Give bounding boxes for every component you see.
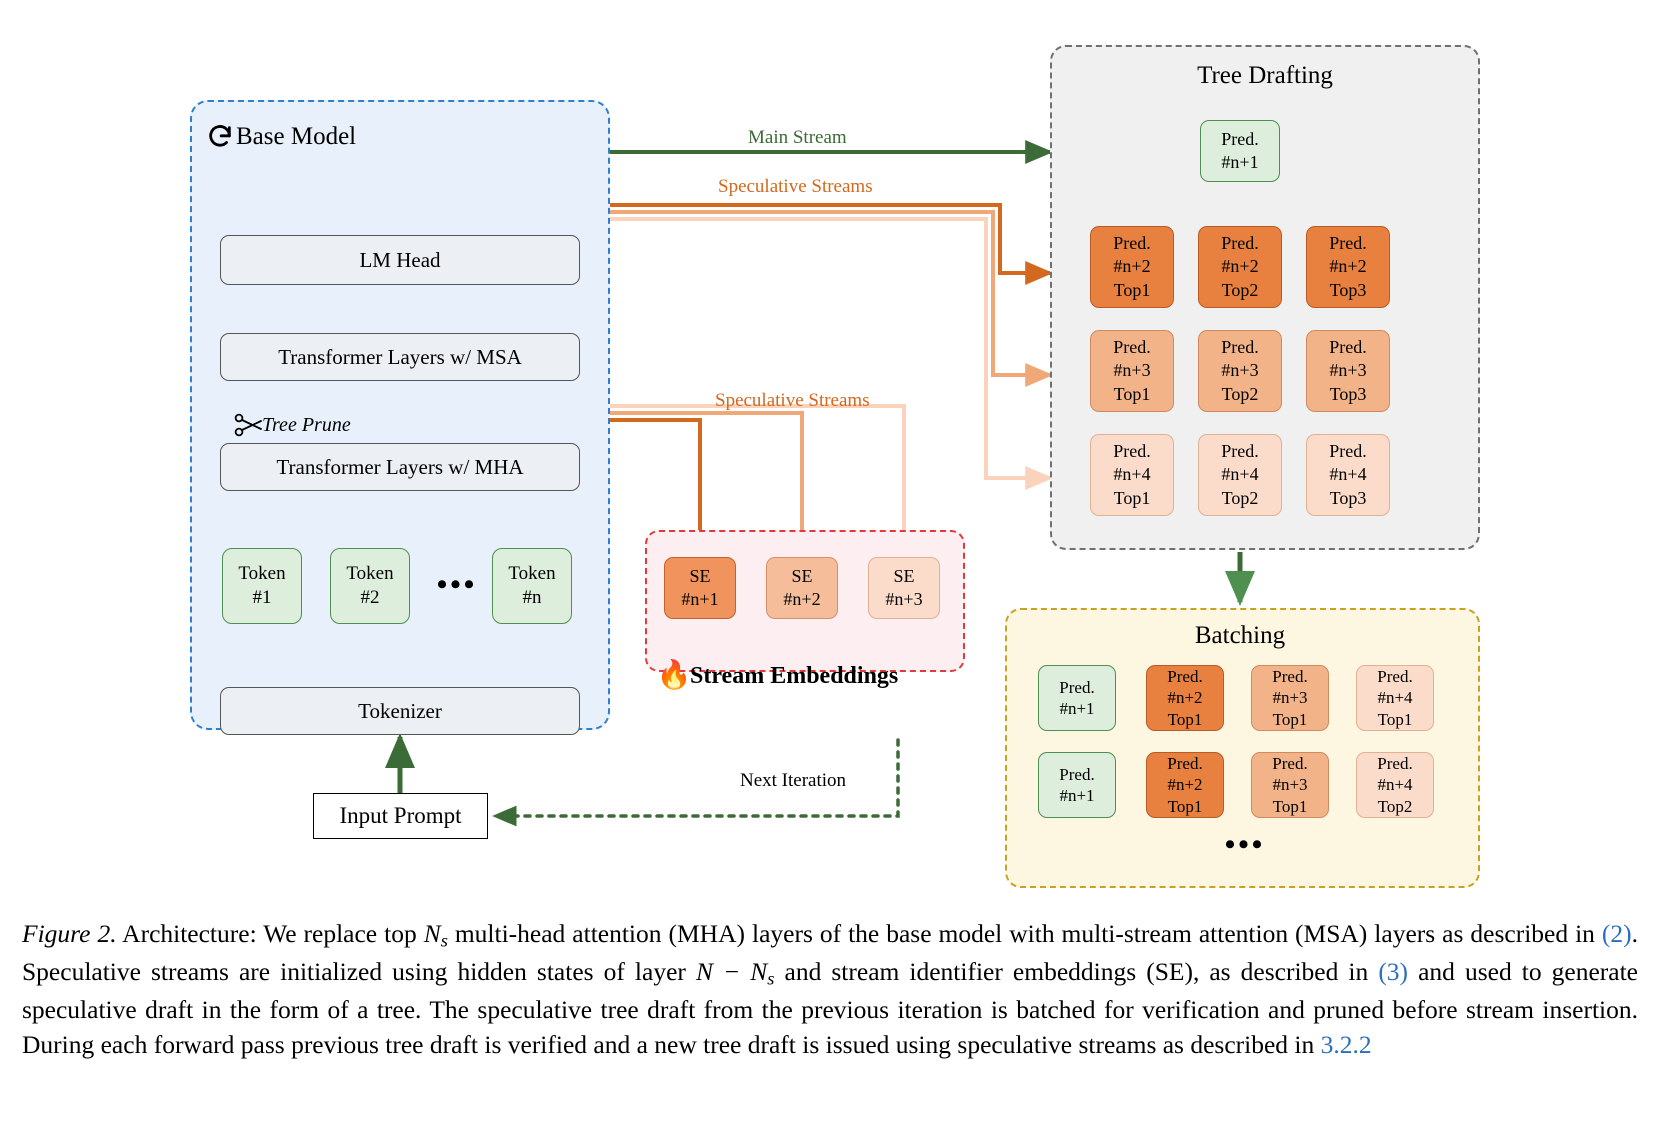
- batch-line2: #n+4: [1377, 775, 1413, 795]
- pred-line2: #n+3: [1113, 360, 1151, 381]
- caption-ref-2[interactable]: (2): [1601, 919, 1632, 948]
- pred-line2: #n+4: [1329, 464, 1367, 485]
- token-label-line2: #1: [252, 587, 272, 608]
- tree-node-r1c3: [1306, 226, 1390, 308]
- batch-line3: Top1: [1272, 709, 1308, 729]
- batch-line1: Pred.: [1167, 666, 1203, 686]
- token-block-n: [492, 548, 572, 624]
- pred-line3: Top3: [1329, 487, 1367, 508]
- caption-ref-section[interactable]: 3.2.2: [1320, 1030, 1372, 1059]
- pred-line2: #n+3: [1221, 360, 1259, 381]
- input-prompt-block[interactable]: Input Prompt: [313, 793, 488, 839]
- tree-node-r2c3: [1306, 330, 1390, 412]
- token-label-line1: Token: [238, 562, 286, 584]
- tree-node-r2c2: [1198, 330, 1282, 412]
- batch-line1: Pred.: [1059, 677, 1095, 697]
- pred-line3: Top3: [1329, 279, 1367, 300]
- caption-text-5: and used to generate speculative draft in the form of a tree. The speculative tree draft from the previous iteration is batched for verification and pruned before stream insertion. During each forward pass previous tree draft is verified and a new tree draft is issued using speculative streams as described in: [22, 956, 1639, 1059]
- pred-line1: Pred.: [1329, 337, 1367, 358]
- batch-line1: Pred.: [1059, 764, 1095, 784]
- batch-cell-r1c3: [1251, 665, 1329, 731]
- batch-cell-r2c2: [1146, 752, 1224, 818]
- base-model-title: Base Model: [236, 123, 357, 150]
- caption-text-2: multi-head attention (MHA) layers of the base model with multi-stream attention (MSA) layers as described in: [447, 919, 1602, 948]
- main-stream-label: Main Stream: [748, 127, 847, 148]
- token-label-line1: Token: [346, 562, 394, 584]
- batch-line1: Pred.: [1377, 666, 1413, 686]
- transformer-mha-block[interactable]: Transformer Layers w/ MHA: [220, 443, 580, 491]
- token-label-line2: #n: [522, 587, 542, 608]
- stream-embeddings-label: Stream Embeddings: [690, 662, 899, 689]
- lm-head-block[interactable]: LM Head: [220, 235, 580, 285]
- pred-line2: #n+1: [1221, 152, 1259, 172]
- pred-line2: #n+2: [1113, 256, 1151, 277]
- flame-icon: 🔥: [656, 660, 692, 691]
- stream-embedding-3: [868, 557, 940, 619]
- batch-line2: #n+1: [1059, 786, 1095, 805]
- batching-title: Batching: [1194, 622, 1286, 649]
- speculative-streams-label-top: Speculative Streams: [718, 176, 873, 197]
- batching-ellipsis: •••: [1224, 828, 1266, 861]
- pred-line1: Pred.: [1329, 233, 1367, 254]
- batch-line3: Top1: [1167, 796, 1203, 816]
- batch-cell-r1c1: [1038, 665, 1116, 731]
- caption-math-nns: N − N: [695, 956, 768, 986]
- se-label-line2: #n+2: [783, 589, 821, 609]
- pred-line2: #n+4: [1113, 464, 1151, 485]
- pred-line3: Top2: [1221, 383, 1259, 404]
- batch-cell-r2c4: [1356, 752, 1434, 818]
- pred-line1: Pred.: [1329, 441, 1367, 462]
- tree-node-r3c3: [1306, 434, 1390, 516]
- se-label-line2: #n+1: [681, 589, 719, 609]
- pred-line1: Pred.: [1113, 441, 1151, 462]
- stream-embedding-1: [664, 557, 736, 619]
- batch-cell-r1c4: [1356, 665, 1434, 731]
- tree-node-root: [1200, 120, 1280, 182]
- caption-math-nns-sub: s: [767, 968, 775, 989]
- batch-line2: #n+4: [1377, 688, 1413, 708]
- pred-line2: #n+4: [1221, 464, 1259, 485]
- batch-line2: #n+1: [1059, 699, 1095, 718]
- batch-line3: Top1: [1377, 709, 1413, 729]
- pred-line3: Top1: [1113, 279, 1151, 300]
- figure-caption: [22, 916, 1638, 1062]
- token-ellipsis: •••: [436, 568, 478, 601]
- tree-node-r3c1: [1090, 434, 1174, 516]
- pred-line1: Pred.: [1221, 233, 1259, 254]
- token-label-line1: Token: [508, 562, 556, 584]
- next-iteration-label: Next Iteration: [740, 770, 847, 791]
- batch-cell-r2c3: [1251, 752, 1329, 818]
- tree-node-r1c2: [1198, 226, 1282, 308]
- batch-line2: #n+3: [1272, 688, 1308, 708]
- pred-line2: #n+3: [1329, 360, 1367, 381]
- batch-line2: #n+2: [1167, 775, 1203, 795]
- pred-line1: Pred.: [1221, 337, 1259, 358]
- batch-line3: Top2: [1377, 796, 1413, 816]
- pred-line1: Pred.: [1221, 128, 1259, 149]
- batch-line1: Pred.: [1272, 753, 1308, 773]
- batch-cell-r1c2: [1146, 665, 1224, 731]
- speculative-streams-label-bottom: Speculative Streams: [715, 390, 870, 411]
- tree-prune-label: Tree Prune: [262, 413, 351, 436]
- batch-line1: Pred.: [1272, 666, 1308, 686]
- tokenizer-block[interactable]: Tokenizer: [220, 687, 580, 735]
- pred-line2: #n+2: [1329, 256, 1367, 277]
- pred-line3: Top3: [1329, 383, 1367, 404]
- token-label-line2: #2: [360, 587, 380, 608]
- caption-figure-number: Figure 2.: [22, 919, 117, 948]
- caption-ref-3[interactable]: (3): [1378, 956, 1409, 986]
- batch-line3: Top1: [1272, 796, 1308, 816]
- batch-line2: #n+2: [1167, 688, 1203, 708]
- pred-line3: Top2: [1221, 279, 1259, 300]
- pred-line3: Top1: [1113, 487, 1151, 508]
- transformer-msa-block[interactable]: Transformer Layers w/ MSA: [220, 333, 580, 381]
- tree-node-r1c1: [1090, 226, 1174, 308]
- se-label-line2: #n+3: [885, 589, 923, 609]
- batch-line2: #n+3: [1272, 775, 1308, 795]
- tree-node-r3c2: [1198, 434, 1282, 516]
- token-block-2: [330, 548, 410, 624]
- pred-line1: Pred.: [1113, 233, 1151, 254]
- refresh-icon: [205, 122, 235, 152]
- pred-line1: Pred.: [1113, 337, 1151, 358]
- caption-math-ns: N: [423, 919, 441, 948]
- se-label-line1: SE: [791, 565, 813, 586]
- tree-drafting-title: Tree Drafting: [1197, 62, 1333, 89]
- se-label-line1: SE: [893, 565, 915, 586]
- pred-line3: Top1: [1113, 383, 1151, 404]
- batch-cell-r2c1: [1038, 752, 1116, 818]
- batch-line3: Top1: [1167, 709, 1203, 729]
- tree-node-r2c1: [1090, 330, 1174, 412]
- caption-text-4: and stream identifier embeddings (SE), as described in: [774, 956, 1379, 986]
- stream-embedding-2: [766, 557, 838, 619]
- caption-math-ns-sub: s: [440, 930, 448, 951]
- pred-line3: Top2: [1221, 487, 1259, 508]
- scissors-icon: [234, 411, 264, 439]
- pred-line1: Pred.: [1221, 441, 1259, 462]
- caption-text-1: Architecture: We replace top: [116, 919, 424, 948]
- batch-line1: Pred.: [1377, 753, 1413, 773]
- batch-line1: Pred.: [1167, 753, 1203, 773]
- se-label-line1: SE: [689, 565, 711, 586]
- token-block-1: [222, 548, 302, 624]
- caption-text-3: . Speculative streams are initialized using hidden states of layer: [22, 919, 1639, 986]
- pred-line2: #n+2: [1221, 256, 1259, 277]
